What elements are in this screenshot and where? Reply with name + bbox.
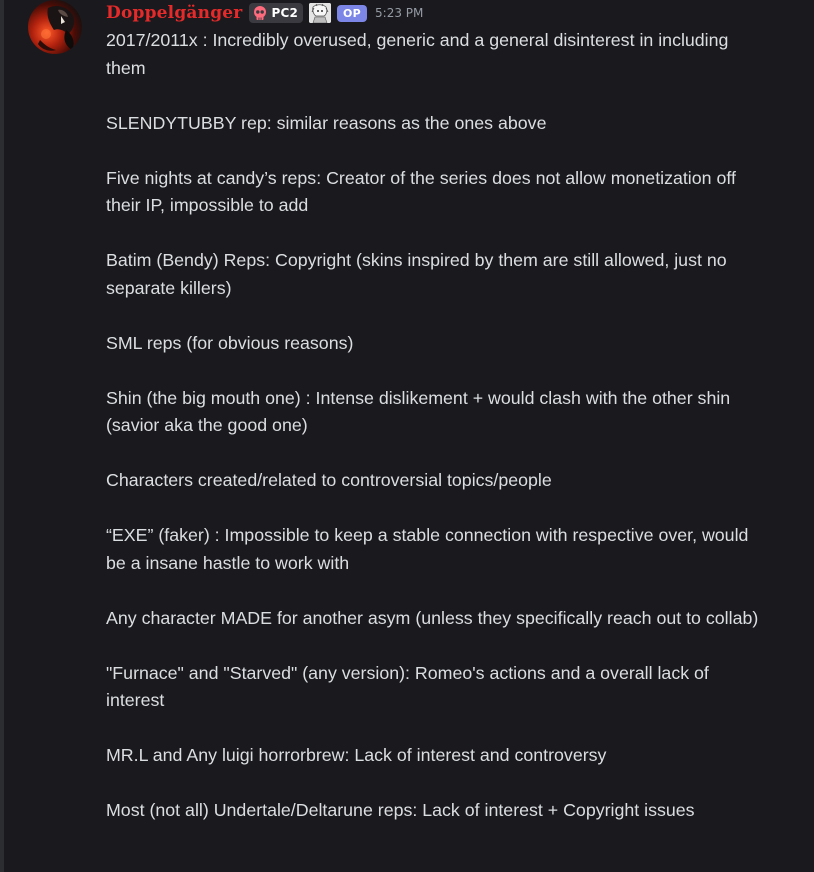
op-badge bbox=[337, 5, 367, 22]
message-paragraph: SML reps (for obvious reasons) bbox=[106, 332, 354, 353]
message-paragraph: 2017/2011x : Incredibly overused, generic and a general disinterest in including them bbox=[106, 30, 729, 78]
skull-icon bbox=[252, 5, 268, 21]
message-paragraph: "Furnace" and "Starved" (any version): Romeo's actions and a overall lack of interest bbox=[106, 662, 709, 710]
avatar[interactable] bbox=[28, 0, 82, 54]
guild-tag-label: PC2 bbox=[271, 6, 299, 20]
message-paragraph: SLENDYTUBBY rep: similar reasons as the ones above bbox=[106, 112, 547, 133]
message-paragraph: Five nights at candy’s reps: Creator of the series does not allow monetization off their IP, impossible to add bbox=[106, 167, 736, 215]
message-content bbox=[106, 27, 766, 852]
message-paragraph: MR.L and Any luigi horrorbrew: Lack of interest and controversy bbox=[106, 745, 607, 765]
timestamp[interactable]: 5:23 PM bbox=[375, 6, 424, 20]
role-icon-image bbox=[309, 3, 331, 23]
username[interactable]: Doppelgänger bbox=[106, 3, 243, 23]
op-badge-label: OP bbox=[343, 6, 362, 20]
message-paragraph: Any character MADE for another asym (unless they specifically reach out to collab) bbox=[106, 607, 759, 628]
avatar-image bbox=[28, 0, 82, 54]
guild-tag[interactable] bbox=[249, 3, 303, 23]
message-paragraph: “EXE” (faker) : Impossible to keep a stable connection with respective over, would be a insane hastle to work with bbox=[106, 525, 749, 573]
manga-character-icon[interactable] bbox=[309, 3, 331, 23]
message-paragraph: Batim (Bendy) Reps: Copyright (skins inspired by them are still allowed, just no separate killers) bbox=[106, 250, 727, 298]
message-header bbox=[106, 0, 423, 26]
message-paragraph: Most (not all) Undertale/Deltarune reps: Lack of interest + Copyright issues bbox=[106, 800, 695, 820]
message-paragraph: Shin (the big mouth one) : Intense dislikement + would clash with the other shin (savior aka the good one) bbox=[106, 387, 731, 435]
message-paragraph: Characters created/related to controversial topics/people bbox=[106, 470, 552, 490]
channel-edge bbox=[0, 0, 4, 872]
